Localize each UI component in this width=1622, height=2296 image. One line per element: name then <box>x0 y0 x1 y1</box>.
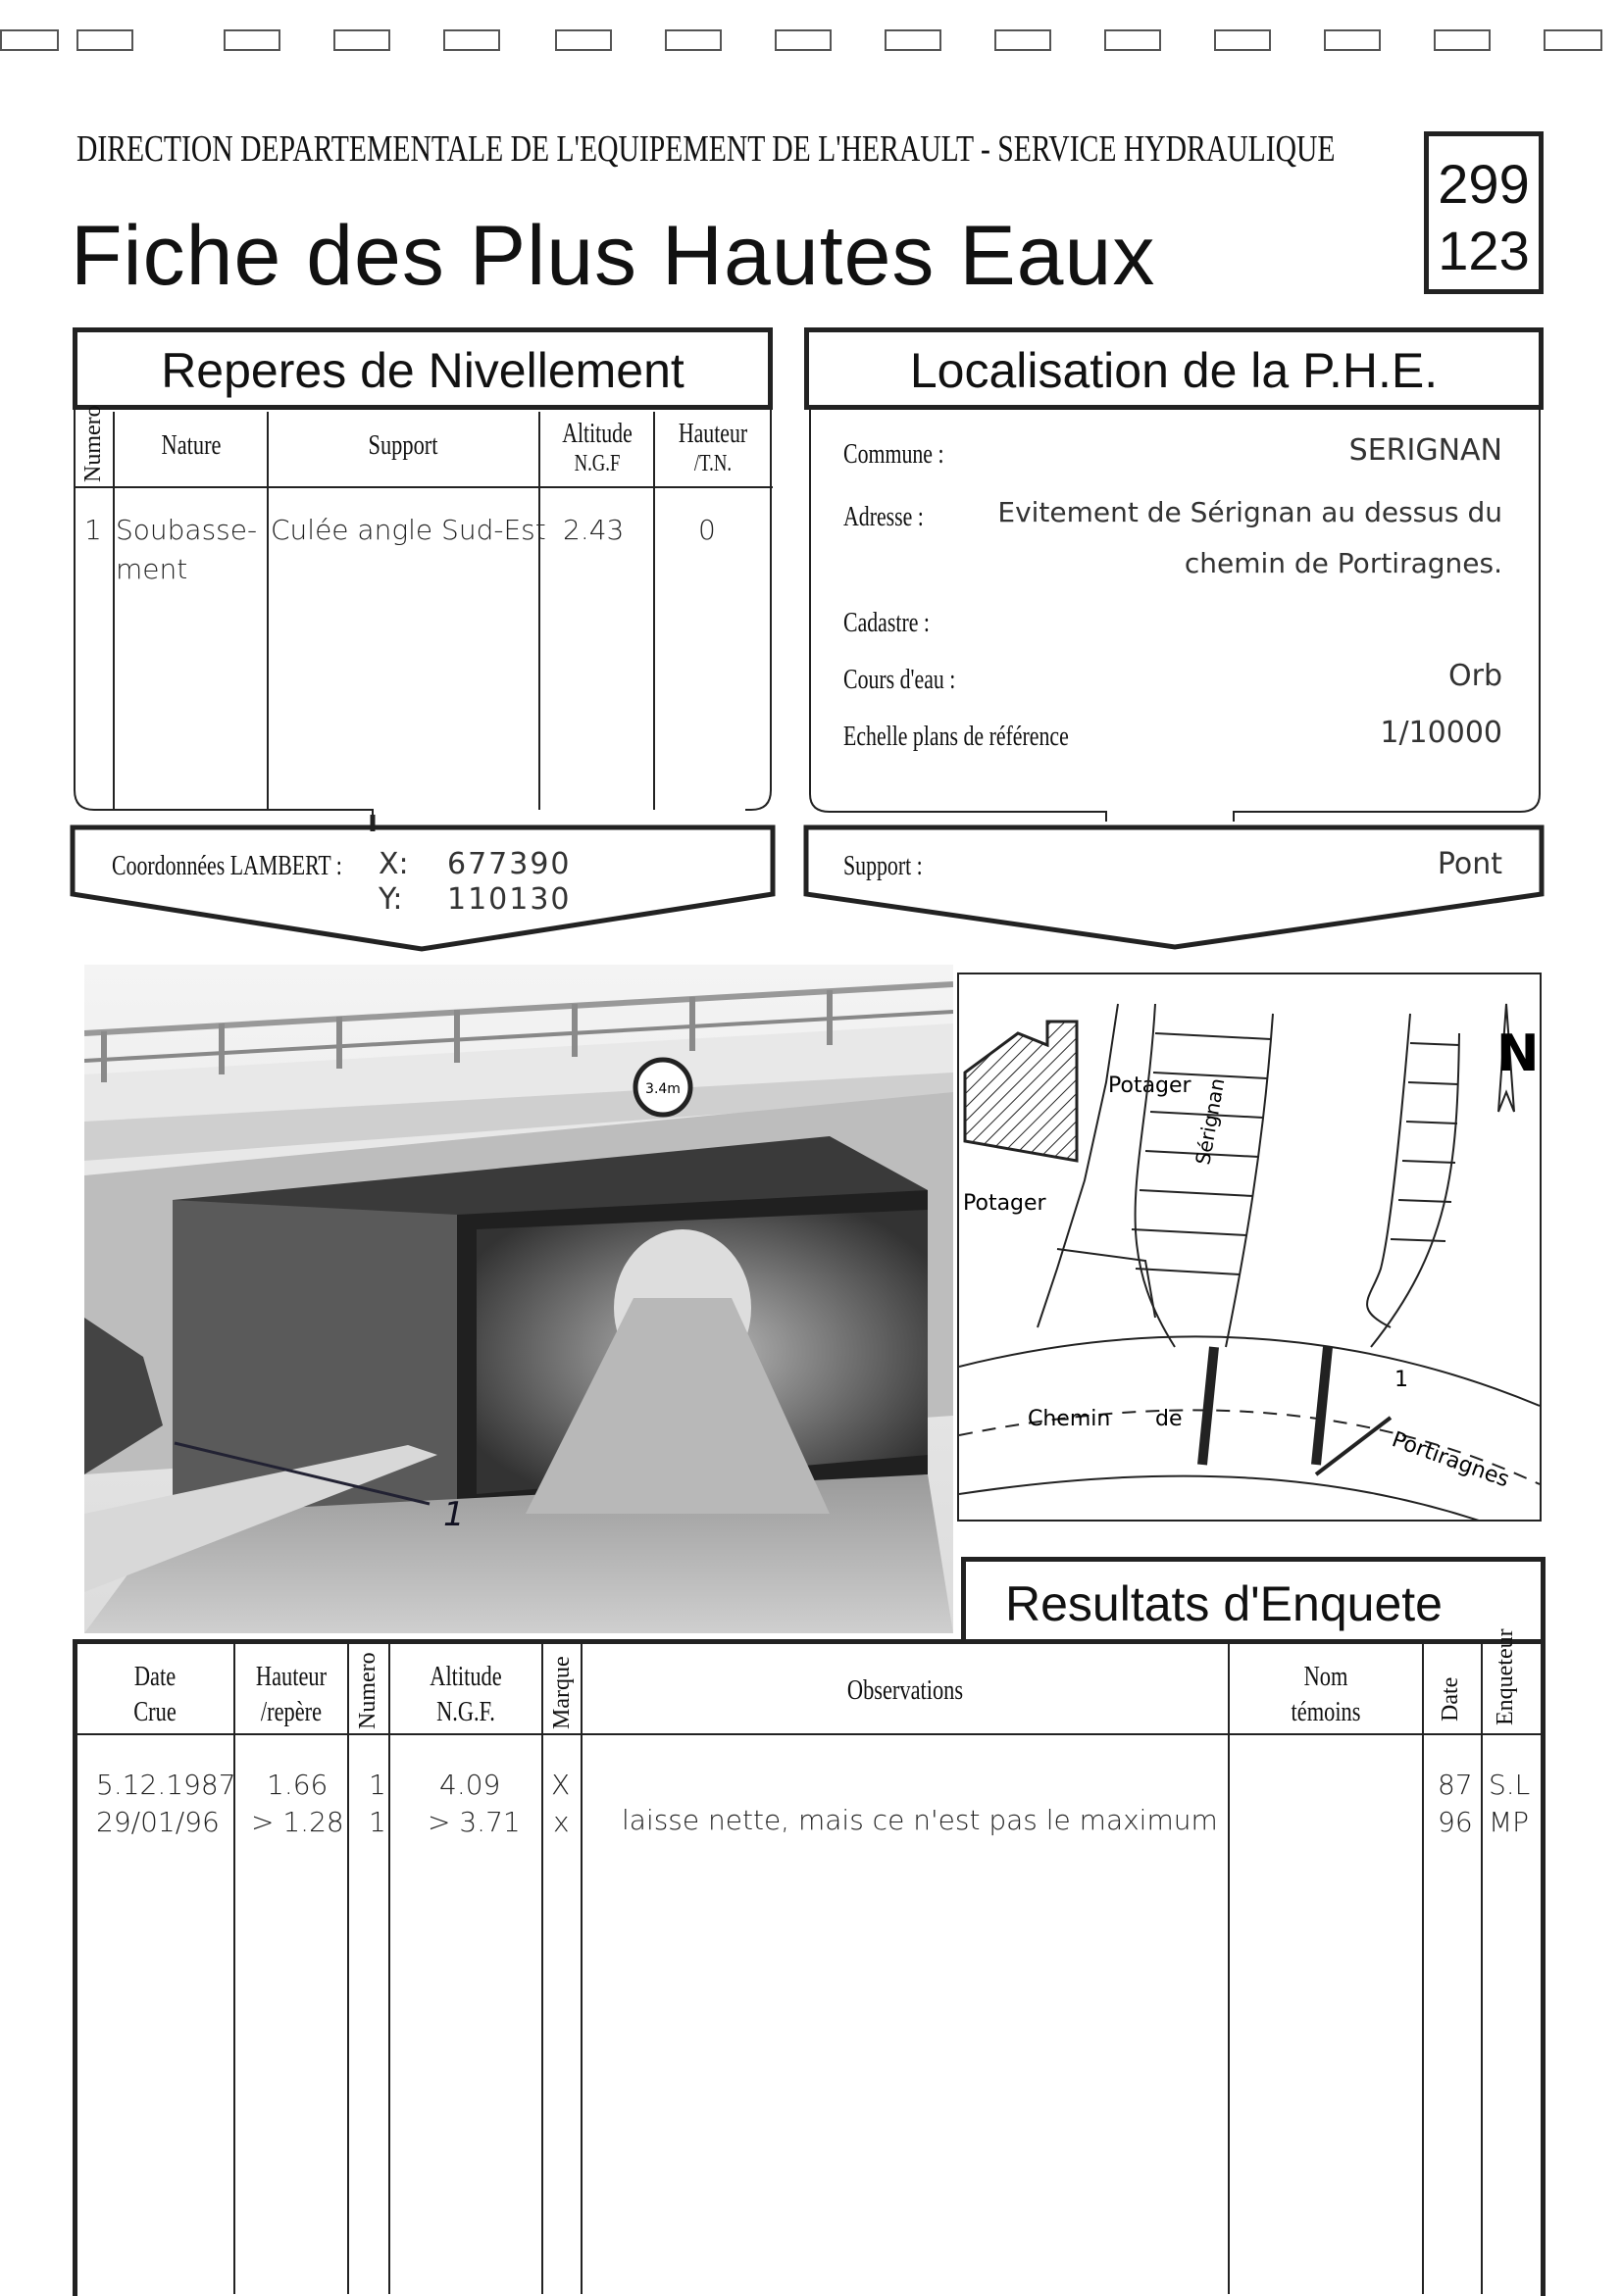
punch-mark <box>994 29 1051 51</box>
rh-date: Date <box>1438 1676 1463 1722</box>
rh-date-crue-1: Date <box>133 1662 177 1692</box>
cell-altitude: 4.09 <box>439 1769 501 1801</box>
rh-enqueteur: Enqueteur <box>1493 1628 1518 1725</box>
page-title: Fiche des Plus Hautes Eaux <box>71 209 1156 303</box>
col-header-nature: Nature <box>161 430 222 461</box>
cell-marque: x <box>553 1806 570 1838</box>
rh-altitude-2: N.G.F. <box>436 1697 495 1727</box>
col-rule <box>347 1641 349 2294</box>
punch-mark <box>0 29 59 51</box>
punch-mark <box>443 29 500 51</box>
bridge-photo-drawing <box>84 965 953 1633</box>
col-rule <box>1228 1641 1230 2294</box>
commune-label: Commune : <box>843 439 944 470</box>
cell-marque: X <box>551 1769 571 1801</box>
cell-hauteur: > 1.28 <box>251 1806 344 1838</box>
col-header-altitude <box>541 420 653 478</box>
resultats-title: Resultats d'Enquete <box>1005 1576 1443 1631</box>
col-rule <box>267 412 269 810</box>
col-rule <box>1481 1641 1483 2294</box>
lambert-label: Coordonnées LAMBERT : <box>112 851 342 881</box>
cell-date-enquete: 96 <box>1438 1806 1473 1838</box>
repere-altitude: 2.43 <box>563 514 625 546</box>
bridge-photo <box>84 965 953 1633</box>
rh-date-crue <box>78 1663 231 1727</box>
localisation-title-box <box>804 327 1544 410</box>
map-potager-2: Potager <box>963 1191 1046 1216</box>
photo-marker: 1 <box>443 1495 465 1534</box>
punch-mark <box>665 29 722 51</box>
map-north: N <box>1496 1024 1540 1083</box>
rh-hauteur-1: Hauteur <box>255 1662 328 1692</box>
rh-temoins-2: témoins <box>1291 1697 1361 1727</box>
col-rule <box>113 412 115 810</box>
rh-observations: Observations <box>846 1675 964 1706</box>
col-header-altitude-1: Altitude <box>562 419 633 449</box>
repere-hauteur: 0 <box>698 514 716 546</box>
map-de: de <box>1155 1407 1183 1431</box>
map-portiragnes: Portiragnes <box>1388 1427 1513 1493</box>
punch-mark <box>555 29 612 51</box>
reperes-header-rule <box>75 486 773 488</box>
clearance-sign: 3.4m <box>645 1081 681 1097</box>
cell-enqueteur: S.L <box>1489 1769 1531 1801</box>
lambert-x-value: 677390 <box>447 847 572 881</box>
col-header-hauteur-2: /T.N. <box>693 451 733 476</box>
adresse-line-1: Evitement de Sérignan au dessus du <box>997 496 1502 528</box>
rh-temoins-1: Nom <box>1303 1662 1348 1692</box>
punch-mark <box>1434 29 1491 51</box>
lambert-y-value: 110130 <box>447 882 572 917</box>
reperes-title: Reperes de Nivellement <box>161 343 684 398</box>
col-header-hauteur-1: Hauteur <box>678 419 748 449</box>
rh-numero: Numero <box>355 1652 380 1729</box>
support-arrow-box <box>802 824 1547 961</box>
cell-observations: laisse nette, mais ce n'est pas le maximum <box>622 1804 1218 1836</box>
rh-temoins <box>1230 1663 1422 1727</box>
col-rule <box>233 1641 235 2294</box>
cours-eau-value: Orb <box>1448 659 1502 693</box>
coordinates-arrow-box <box>69 824 779 961</box>
col-rule <box>541 1641 543 2294</box>
reference-top: 299 <box>1438 153 1530 215</box>
punch-mark <box>1214 29 1271 51</box>
punch-mark <box>76 29 133 51</box>
punch-mark <box>1544 29 1602 51</box>
punch-mark <box>885 29 941 51</box>
punch-mark <box>775 29 832 51</box>
location-map <box>957 973 1542 1522</box>
commune-value: SERIGNAN <box>1348 433 1502 468</box>
map-chemin: Chemin <box>1028 1407 1111 1431</box>
rh-hauteur-2: /repère <box>260 1697 323 1727</box>
cell-hauteur: 1.66 <box>267 1769 329 1801</box>
resultats-header-rule <box>76 1733 1542 1735</box>
cell-altitude: > 3.71 <box>428 1806 521 1838</box>
location-map-drawing <box>959 974 1540 1520</box>
map-serignan: Sérignan <box>1191 1075 1230 1167</box>
col-rule <box>538 412 540 810</box>
support-label: Support : <box>843 851 923 881</box>
cadastre-label: Cadastre : <box>843 608 930 638</box>
repere-support: Culée angle Sud-Est <box>271 514 546 546</box>
localisation-title: Localisation de la P.H.E. <box>909 343 1439 398</box>
reference-bottom: 123 <box>1438 220 1530 281</box>
col-rule <box>581 1641 583 2294</box>
cell-enqueteur: MP <box>1489 1806 1530 1838</box>
rh-hauteur <box>235 1663 347 1727</box>
punch-mark <box>224 29 280 51</box>
cell-date: 29/01/96 <box>96 1806 220 1838</box>
adresse-line-2: chemin de Portiragnes. <box>1184 547 1502 579</box>
col-header-altitude-2: N.G.F <box>574 451 621 476</box>
cours-eau-label: Cours d'eau : <box>843 665 956 695</box>
adresse-label: Adresse : <box>843 502 924 532</box>
col-rule <box>1422 1641 1424 2294</box>
cell-numero: 1 <box>369 1769 386 1801</box>
repere-nature-2: ment <box>116 553 188 585</box>
col-rule <box>388 1641 390 2294</box>
rh-date-crue-2: Crue <box>133 1697 177 1727</box>
map-potager-1: Potager <box>1108 1073 1191 1098</box>
resultats-title-box <box>961 1557 1546 1641</box>
punch-mark <box>1104 29 1161 51</box>
repere-nature-1: Soubasse- <box>116 514 258 546</box>
map-marker: 1 <box>1394 1368 1408 1392</box>
cell-date: 5.12.1987 <box>96 1769 236 1801</box>
reference-box <box>1424 131 1544 294</box>
col-header-hauteur <box>655 420 771 478</box>
rh-altitude <box>390 1663 541 1727</box>
rh-altitude-1: Altitude <box>430 1662 502 1692</box>
col-header-numero: Numero <box>80 405 106 482</box>
lambert-y-label: Y: <box>379 882 403 917</box>
cell-numero: 1 <box>369 1806 386 1838</box>
col-header-support: Support <box>368 430 438 461</box>
echelle-value: 1/10000 <box>1380 716 1502 750</box>
rh-marque: Marque <box>549 1656 575 1729</box>
reperes-title-box <box>73 327 773 410</box>
resultats-table <box>73 1639 1546 2296</box>
support-value: Pont <box>1437 847 1502 881</box>
echelle-label: Echelle plans de référence <box>843 722 1069 752</box>
cell-date-enquete: 87 <box>1438 1769 1473 1801</box>
punch-mark <box>333 29 390 51</box>
agency-header: DIRECTION DEPARTEMENTALE DE L'EQUIPEMENT DE L'HERAULT - SERVICE HYDRAULIQUE <box>76 128 1336 170</box>
repere-numero: 1 <box>84 514 102 546</box>
punch-mark <box>1324 29 1381 51</box>
lambert-x-label: X: <box>379 847 409 881</box>
